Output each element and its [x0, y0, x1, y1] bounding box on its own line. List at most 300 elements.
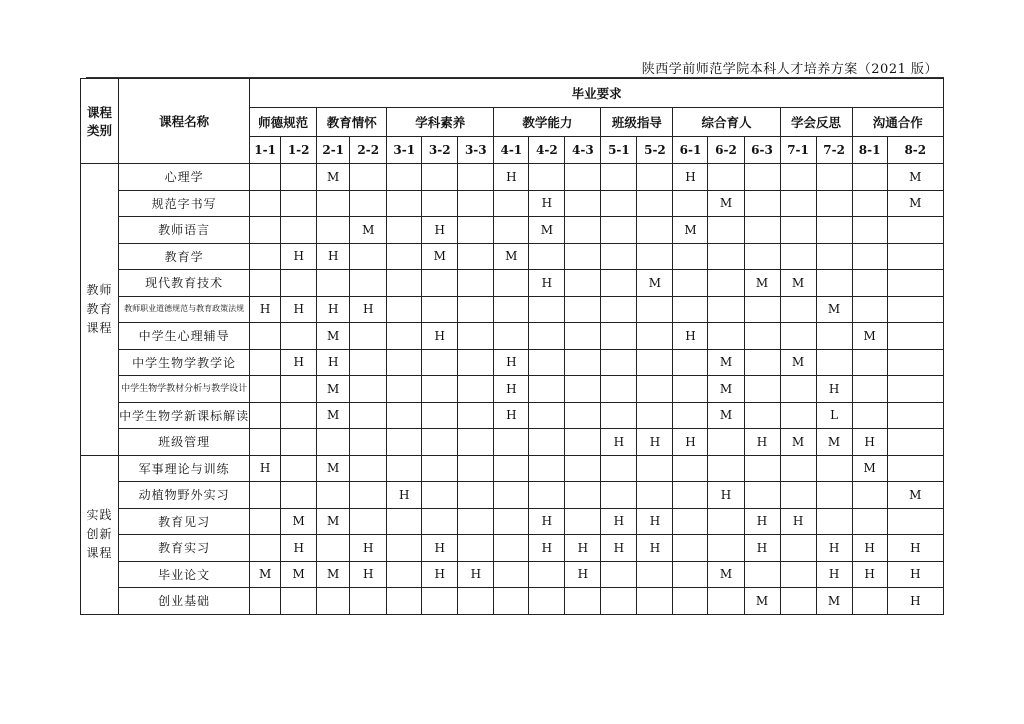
support-level-cell	[816, 190, 852, 217]
support-level-cell	[887, 323, 943, 350]
support-level-cell	[744, 455, 780, 482]
support-level-cell	[422, 588, 458, 615]
support-level-cell	[458, 164, 494, 191]
support-level-cell	[494, 323, 529, 350]
support-level-cell	[887, 217, 943, 244]
support-level-cell: H	[422, 323, 458, 350]
support-level-cell: H	[744, 508, 780, 535]
course-row	[81, 243, 944, 270]
support-level-cell: M	[317, 455, 350, 482]
support-level-cell	[887, 243, 943, 270]
support-level-cell	[887, 296, 943, 323]
support-level-cell	[350, 243, 387, 270]
requirement-code-header: 8-1	[852, 137, 887, 164]
support-level-cell: M	[673, 217, 708, 244]
support-level-cell	[744, 402, 780, 429]
support-level-cell	[708, 429, 744, 456]
support-level-cell	[708, 243, 744, 270]
support-level-cell	[494, 535, 529, 562]
support-level-cell	[250, 217, 281, 244]
support-level-cell	[708, 508, 744, 535]
support-level-cell	[350, 508, 387, 535]
requirement-code-header: 1-1	[250, 137, 281, 164]
support-level-cell	[422, 508, 458, 535]
course-row	[81, 270, 944, 297]
support-level-cell	[708, 164, 744, 191]
support-level-cell	[708, 535, 744, 562]
support-level-cell	[780, 296, 816, 323]
support-level-cell	[601, 482, 637, 509]
support-level-cell	[387, 561, 422, 588]
support-level-cell: H	[852, 535, 887, 562]
support-level-cell: M	[852, 323, 887, 350]
graduation-requirements-header: 毕业要求	[250, 79, 944, 108]
requirement-code-header: 7-2	[816, 137, 852, 164]
support-level-cell: M	[317, 561, 350, 588]
support-level-cell	[852, 508, 887, 535]
support-level-cell	[387, 376, 422, 403]
support-level-cell	[529, 349, 565, 376]
support-level-cell	[780, 323, 816, 350]
support-level-cell	[422, 190, 458, 217]
support-level-cell: H	[637, 535, 673, 562]
support-level-cell	[601, 243, 637, 270]
requirement-group-header: 学会反思	[780, 108, 852, 137]
support-level-cell	[529, 243, 565, 270]
support-level-cell	[637, 217, 673, 244]
support-level-cell	[387, 323, 422, 350]
support-level-cell	[387, 508, 422, 535]
support-level-cell: H	[744, 535, 780, 562]
requirement-code-header: 5-2	[637, 137, 673, 164]
support-level-cell	[637, 323, 673, 350]
support-level-cell	[708, 217, 744, 244]
support-level-cell: H	[350, 535, 387, 562]
support-level-cell	[529, 323, 565, 350]
support-level-cell	[458, 349, 494, 376]
requirement-code-header: 4-2	[529, 137, 565, 164]
support-level-cell: M	[708, 561, 744, 588]
course-category-line: 教育	[86, 301, 113, 316]
support-level-cell	[780, 535, 816, 562]
support-level-cell: H	[780, 508, 816, 535]
support-level-cell	[422, 349, 458, 376]
support-level-cell	[637, 164, 673, 191]
support-level-cell	[780, 482, 816, 509]
support-level-cell	[350, 376, 387, 403]
support-level-cell	[601, 217, 637, 244]
support-level-cell: M	[887, 482, 943, 509]
support-level-cell	[422, 376, 458, 403]
course-category-line: 课程	[86, 546, 113, 560]
support-level-cell: M	[780, 429, 816, 456]
support-level-cell	[637, 482, 673, 509]
support-level-cell	[250, 402, 281, 429]
requirement-code-header: 3-3	[458, 137, 494, 164]
support-level-cell	[458, 376, 494, 403]
support-level-cell	[852, 190, 887, 217]
support-level-cell	[422, 270, 458, 297]
support-level-cell	[281, 482, 317, 509]
support-level-cell	[350, 429, 387, 456]
support-level-cell	[601, 455, 637, 482]
support-level-cell	[565, 243, 601, 270]
support-level-cell: H	[250, 296, 281, 323]
support-level-cell	[565, 296, 601, 323]
support-level-cell	[780, 190, 816, 217]
support-level-cell	[852, 376, 887, 403]
support-level-cell	[422, 429, 458, 456]
support-level-cell	[708, 270, 744, 297]
support-level-cell	[601, 402, 637, 429]
support-level-cell: M	[317, 376, 350, 403]
course-name-cell: 规范字书写	[119, 190, 250, 217]
support-level-cell	[852, 402, 887, 429]
course-name-cell: 教育见习	[119, 508, 250, 535]
support-level-cell: M	[317, 402, 350, 429]
support-level-cell	[387, 455, 422, 482]
support-level-cell	[673, 535, 708, 562]
support-level-cell	[852, 296, 887, 323]
support-level-cell	[565, 190, 601, 217]
requirement-group-header: 沟通合作	[852, 108, 943, 137]
course-row	[81, 323, 944, 350]
support-level-cell	[250, 243, 281, 270]
support-level-cell	[852, 217, 887, 244]
support-level-cell	[350, 402, 387, 429]
course-row	[81, 376, 944, 403]
course-row	[81, 349, 944, 376]
support-level-cell: H	[529, 190, 565, 217]
requirement-code-header: 7-1	[780, 137, 816, 164]
support-level-cell	[387, 217, 422, 244]
support-level-cell	[494, 429, 529, 456]
support-level-cell	[422, 455, 458, 482]
support-level-cell	[673, 376, 708, 403]
support-level-cell	[565, 482, 601, 509]
support-level-cell: M	[350, 217, 387, 244]
support-level-cell	[422, 482, 458, 509]
support-level-cell	[744, 164, 780, 191]
support-level-cell: M	[317, 508, 350, 535]
support-level-cell	[250, 164, 281, 191]
support-level-cell: M	[708, 349, 744, 376]
support-level-cell: L	[816, 402, 852, 429]
support-level-cell	[673, 190, 708, 217]
requirement-group-header: 教学能力	[494, 108, 601, 137]
support-level-cell	[529, 164, 565, 191]
support-level-cell: H	[317, 243, 350, 270]
course-row	[81, 561, 944, 588]
course-name-cell: 创业基础	[119, 588, 250, 615]
support-level-cell	[887, 349, 943, 376]
course-category-cell	[81, 455, 119, 614]
support-level-cell	[744, 482, 780, 509]
support-level-cell	[780, 217, 816, 244]
support-level-cell: H	[422, 535, 458, 562]
support-level-cell	[816, 482, 852, 509]
support-level-cell	[350, 270, 387, 297]
support-level-cell	[422, 296, 458, 323]
support-level-cell: M	[744, 270, 780, 297]
support-level-cell	[387, 164, 422, 191]
support-level-cell	[744, 296, 780, 323]
support-level-cell	[780, 376, 816, 403]
support-level-cell	[816, 217, 852, 244]
support-level-cell	[458, 190, 494, 217]
support-level-cell	[529, 402, 565, 429]
support-level-cell	[494, 217, 529, 244]
support-level-cell: H	[816, 561, 852, 588]
support-level-cell: H	[281, 296, 317, 323]
support-level-cell	[744, 217, 780, 244]
support-level-cell: H	[816, 535, 852, 562]
support-level-cell	[387, 535, 422, 562]
course-row	[81, 482, 944, 509]
support-level-cell	[250, 376, 281, 403]
support-level-cell: H	[494, 164, 529, 191]
support-level-cell	[565, 349, 601, 376]
course-name-cell: 中学生物学教材分析与教学设计	[119, 376, 250, 403]
course-category-line: 课程	[86, 320, 113, 335]
course-row	[81, 588, 944, 615]
support-level-cell: H	[529, 508, 565, 535]
support-level-cell: M	[281, 561, 317, 588]
support-level-cell	[350, 323, 387, 350]
support-level-cell	[852, 588, 887, 615]
support-level-cell	[852, 349, 887, 376]
support-level-cell	[250, 270, 281, 297]
course-row	[81, 429, 944, 456]
support-level-cell	[637, 190, 673, 217]
requirement-code-header: 6-3	[744, 137, 780, 164]
course-row	[81, 508, 944, 535]
support-level-cell	[387, 270, 422, 297]
support-level-cell	[387, 296, 422, 323]
support-level-cell	[281, 402, 317, 429]
course-name-cell: 中学生物学新课标解读	[119, 402, 250, 429]
support-level-cell: H	[601, 535, 637, 562]
course-category-header	[81, 79, 119, 164]
requirement-code-header: 4-3	[565, 137, 601, 164]
course-category-line: 实践	[86, 508, 113, 522]
support-level-cell	[350, 588, 387, 615]
support-level-cell	[816, 323, 852, 350]
support-level-cell	[565, 270, 601, 297]
support-level-cell	[565, 455, 601, 482]
support-level-cell: M	[422, 243, 458, 270]
support-level-cell: H	[601, 508, 637, 535]
support-level-cell	[387, 349, 422, 376]
support-level-cell	[529, 429, 565, 456]
support-level-cell	[673, 561, 708, 588]
support-level-cell: M	[637, 270, 673, 297]
requirement-code-header: 3-1	[387, 137, 422, 164]
support-level-cell	[458, 270, 494, 297]
support-level-cell	[565, 164, 601, 191]
support-level-cell	[422, 164, 458, 191]
support-level-cell	[250, 190, 281, 217]
support-level-cell	[281, 217, 317, 244]
support-level-cell: H	[529, 535, 565, 562]
support-level-cell	[529, 561, 565, 588]
support-level-cell: M	[780, 349, 816, 376]
course-row	[81, 402, 944, 429]
support-level-cell	[317, 535, 350, 562]
support-level-cell	[673, 482, 708, 509]
support-level-cell	[565, 376, 601, 403]
support-level-cell: H	[494, 376, 529, 403]
requirement-code-header: 2-1	[317, 137, 350, 164]
support-level-cell	[887, 402, 943, 429]
support-level-cell	[780, 455, 816, 482]
support-level-cell	[887, 455, 943, 482]
support-level-cell	[887, 429, 943, 456]
requirement-code-header: 3-2	[422, 137, 458, 164]
course-row	[81, 455, 944, 482]
support-level-cell	[601, 296, 637, 323]
support-level-cell	[601, 164, 637, 191]
support-level-cell	[816, 164, 852, 191]
support-level-cell	[387, 190, 422, 217]
support-level-cell	[852, 482, 887, 509]
support-level-cell	[250, 323, 281, 350]
support-level-cell: H	[887, 535, 943, 562]
support-level-cell: H	[565, 561, 601, 588]
support-level-cell	[250, 429, 281, 456]
support-level-cell: H	[887, 588, 943, 615]
requirement-code-header: 6-2	[708, 137, 744, 164]
support-level-cell	[708, 588, 744, 615]
support-level-cell	[350, 482, 387, 509]
support-level-cell: M	[816, 296, 852, 323]
course-category-line: 教师	[86, 282, 113, 297]
support-level-cell	[601, 376, 637, 403]
support-level-cell	[637, 455, 673, 482]
course-name-cell: 现代教育技术	[119, 270, 250, 297]
support-level-cell: H	[317, 296, 350, 323]
support-level-cell: H	[637, 508, 673, 535]
requirement-group-header: 教育情怀	[317, 108, 387, 137]
support-level-cell	[637, 561, 673, 588]
support-level-cell	[317, 588, 350, 615]
support-level-cell	[887, 376, 943, 403]
support-level-cell	[708, 455, 744, 482]
requirement-code-header: 1-2	[281, 137, 317, 164]
support-level-cell: H	[422, 217, 458, 244]
support-level-cell	[281, 429, 317, 456]
support-level-cell: M	[529, 217, 565, 244]
support-level-cell	[673, 296, 708, 323]
course-name-cell: 教育学	[119, 243, 250, 270]
support-level-cell	[637, 296, 673, 323]
support-level-cell	[387, 429, 422, 456]
support-level-cell	[281, 376, 317, 403]
support-level-cell: H	[637, 429, 673, 456]
course-category-cell	[81, 164, 119, 456]
support-level-cell: H	[673, 164, 708, 191]
support-level-cell	[887, 508, 943, 535]
support-level-cell: H	[350, 296, 387, 323]
support-level-cell	[250, 588, 281, 615]
support-level-cell: M	[281, 508, 317, 535]
support-level-cell: M	[250, 561, 281, 588]
support-level-cell	[458, 588, 494, 615]
support-level-cell	[281, 164, 317, 191]
course-row	[81, 217, 944, 244]
support-level-cell	[637, 402, 673, 429]
support-level-cell	[317, 217, 350, 244]
support-level-cell: H	[887, 561, 943, 588]
support-level-cell: H	[317, 349, 350, 376]
support-level-cell	[852, 270, 887, 297]
category-header-line: 类别	[87, 123, 113, 138]
support-level-cell	[816, 349, 852, 376]
course-row	[81, 535, 944, 562]
support-level-cell: H	[852, 561, 887, 588]
support-level-cell	[708, 296, 744, 323]
support-level-cell: H	[494, 402, 529, 429]
support-level-cell	[601, 190, 637, 217]
support-level-cell	[673, 270, 708, 297]
support-level-cell	[816, 508, 852, 535]
support-level-cell: M	[816, 588, 852, 615]
support-level-cell	[637, 376, 673, 403]
support-level-cell	[494, 455, 529, 482]
support-level-cell	[458, 217, 494, 244]
support-level-cell: H	[281, 349, 317, 376]
course-name-cell: 班级管理	[119, 429, 250, 456]
support-level-cell	[565, 588, 601, 615]
support-level-cell	[494, 482, 529, 509]
support-level-cell	[387, 243, 422, 270]
support-level-cell	[281, 323, 317, 350]
graduation-requirements-matrix	[80, 78, 944, 615]
requirement-code-header: 6-1	[673, 137, 708, 164]
document-header-title: 陕西学前师范学院本科人才培养方案（2021 版）	[641, 62, 938, 77]
support-level-cell	[494, 296, 529, 323]
support-level-cell	[673, 508, 708, 535]
requirement-code-header: 4-1	[494, 137, 529, 164]
support-level-cell	[780, 243, 816, 270]
course-category-line: 创新	[86, 527, 113, 541]
support-level-cell	[317, 190, 350, 217]
support-level-cell	[458, 429, 494, 456]
support-level-cell: H	[744, 429, 780, 456]
support-level-cell	[744, 190, 780, 217]
support-level-cell	[458, 323, 494, 350]
support-level-cell	[529, 376, 565, 403]
support-level-cell: M	[887, 190, 943, 217]
support-level-cell: M	[816, 429, 852, 456]
support-level-cell	[250, 508, 281, 535]
support-level-cell	[565, 217, 601, 244]
requirement-group-header: 综合育人	[673, 108, 780, 137]
support-level-cell: H	[816, 376, 852, 403]
requirement-group-header: 班级指导	[601, 108, 673, 137]
support-level-cell: H	[281, 243, 317, 270]
support-level-cell	[458, 535, 494, 562]
support-level-cell	[350, 164, 387, 191]
support-level-cell	[744, 376, 780, 403]
support-level-cell	[816, 243, 852, 270]
support-level-cell: H	[422, 561, 458, 588]
support-level-cell	[250, 482, 281, 509]
support-level-cell	[494, 561, 529, 588]
support-level-cell	[852, 243, 887, 270]
requirement-code-header: 2-2	[350, 137, 387, 164]
course-row	[81, 296, 944, 323]
